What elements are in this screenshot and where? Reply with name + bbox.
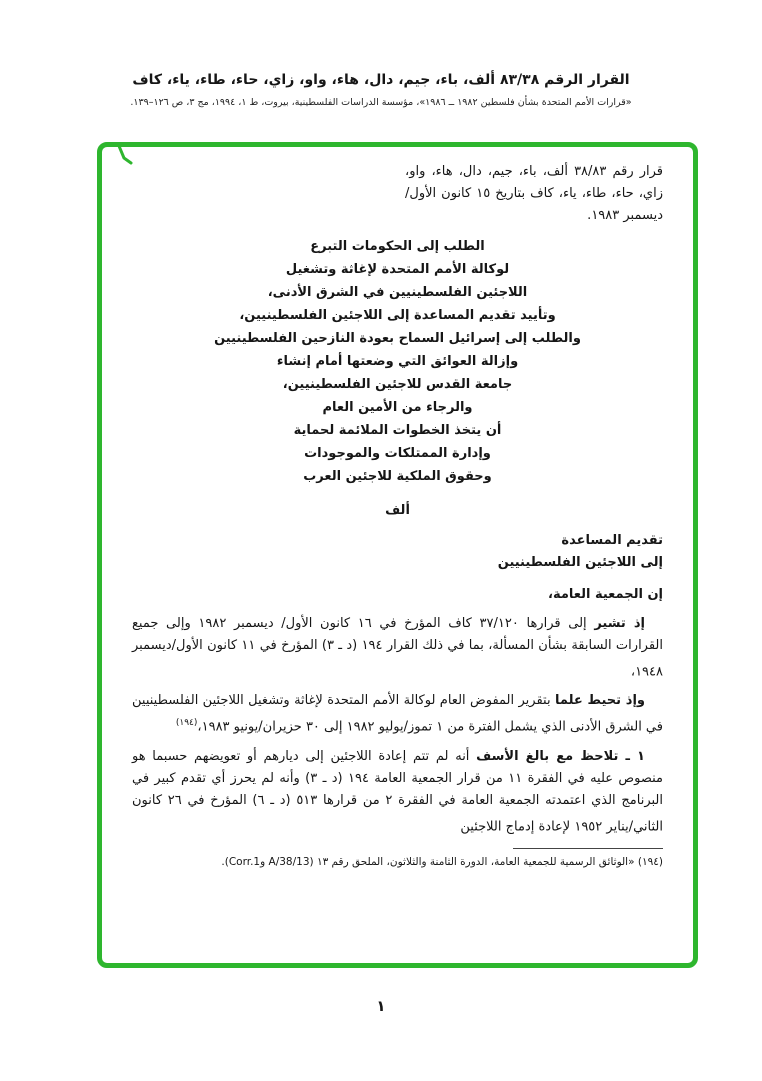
preamble-intro: إن الجمعية العامة، xyxy=(548,587,663,602)
paragraph-lead: إذ تشير xyxy=(594,616,645,631)
resolution-title-line: جامعة القدس للاجئين الفلسطينيين، xyxy=(282,377,513,392)
page-header xyxy=(30,72,732,108)
highlight-box xyxy=(97,142,698,968)
resolution-title-line: وحقوق الملكية للاجئين العرب xyxy=(303,469,492,484)
document-header-source: «قرارات الأمم المتحدة بشأن فلسطين ١٩٨٢ ــ ١٩٨٦»، مؤسسة الدراسات الفلسطينية، بيروت، ط ١، ١٩٩٤، مج ٣، ص ١٢٦–١٣٩. xyxy=(130,97,632,108)
preamble-paragraph xyxy=(132,690,663,738)
resolution-citation: قرار رقم ٣٨/٨٣ ألف، باء، جيم، دال، هاء، واو، زاي، حاء، طاء، ياء، كاف بتاريخ ١٥ كانون الأول/ديسمبر ١٩٨٣. xyxy=(405,164,663,223)
paragraph-lead: ١ ـ تلاحظ مع بالغ الأسف xyxy=(476,748,645,764)
section-subtitle-line: تقديم المساعدة xyxy=(561,533,663,548)
resolution-title-line: وإدارة الممتلكات والموجودات xyxy=(304,446,491,461)
page-number: ١ xyxy=(376,997,386,1015)
paragraph-text: بتقرير المفوض العام لوكالة الأمم المتحدة لإغاثة وتشغيل اللاجئين الفلسطينيين في الشرق الأدنى الذي يشمل الفترة من ١ تموز/يوليو ١٩٨٢ إلى ٣٠ حزيران/يونيو ١٩٨٣، xyxy=(132,693,663,735)
paragraph-text: أنه لم تتم إعادة اللاجئين إلى ديارهم أو تعويضهم حسبما هو منصوص عليه في الفقرة ١١ من قرار الجمعية العامة ١٩٤ (د ـ ٣) وأنه لم يحرز أي تقدم كبير في البرنامج الذي اعتمدته الجمعية العامة في الفقرة ٢ من قرارها ٥١٣ (د ـ ٦) المؤرخ في ٢٦ كانون الثاني/يناير ١٩٥٢ لإعادة إدماج اللاجئين xyxy=(132,748,663,834)
resolution-title-line: أن يتخذ الخطوات الملائمة لحماية xyxy=(293,423,502,438)
document-body xyxy=(102,147,693,879)
footnote-separator xyxy=(513,848,663,849)
operative-paragraph-1 xyxy=(132,746,663,838)
preamble-paragraph xyxy=(132,613,663,683)
paragraph-text: إلى قرارها ٣٧/١٢٠ كاف المؤرخ في ١٦ كانون الأول/ ديسمبر ١٩٨٢ وإلى جميع القرارات السابقة بشأن المسألة، بما في ذلك القرار ١٩٤ (د ـ ٣) المؤرخ في ١١ كانون الأول/ديسمبر ١٩٤٨، xyxy=(132,616,663,680)
resolution-title-line: اللاجئين الفلسطينيين في الشرق الأدنى، xyxy=(267,285,528,300)
resolution-title-block xyxy=(132,235,663,488)
resolution-title-line: لوكالة الأمم المتحدة لإغاثة وتشغيل xyxy=(285,262,510,277)
resolution-title-line: والطلب إلى إسرائيل السماح بعودة النازحين الفلسطينيين xyxy=(214,331,581,346)
section-subtitle-line: إلى اللاجئين الفلسطينيين xyxy=(497,555,663,570)
footnote: (١٩٤) «الوثائق الرسمية للجمعية العامة، الدورة الثامنة والثلاثون، الملحق رقم ١٣ (A/38/13 وCorr.1). xyxy=(221,855,663,868)
document-header-title: القرار الرقم ٨٣/٣٨ ألف، باء، جيم، دال، هاء، واو، زاي، حاء، طاء، ياء، كاف xyxy=(132,72,630,88)
footnote-reference: (١٩٤) xyxy=(175,718,198,729)
paragraph-lead: وإذ تحيط علما xyxy=(554,693,645,709)
resolution-title-line: وتأييد تقديم المساعدة إلى اللاجئين الفلسطينيين، xyxy=(239,308,556,323)
resolution-title-line: وإزالة العوائق التي وضعتها أمام إنشاء xyxy=(276,354,519,369)
resolution-title-line: الطلب إلى الحكومات التبرع xyxy=(310,239,485,254)
section-letter: ألف xyxy=(385,503,410,518)
resolution-title-line: والرجاء من الأمين العام xyxy=(322,400,473,415)
